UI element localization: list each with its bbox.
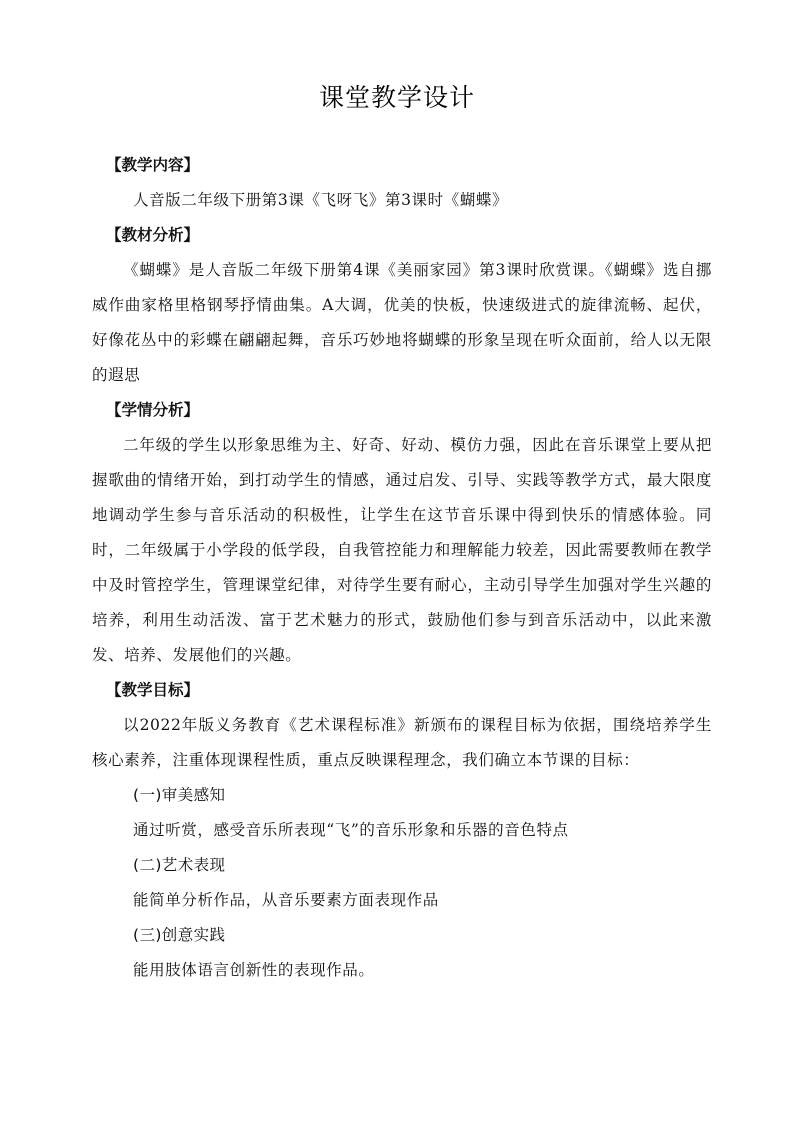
content-text: 人音版二年级下册第3课《飞呀飞》第3课时《蝴蝶》 <box>133 191 509 209</box>
goal-text-2: 能简单分析作品，从音乐要素方面表现作品 <box>133 891 439 909</box>
section-heading-content: 【教学内容】 <box>106 156 200 174</box>
goals-intro-paragraph: 以2022年版义务教育《艺术课程标准》新颁布的课程目标为依据，围绕培养学生核心素养，注重体现课程性质，重点反映课程理念，我们确立本节课的目标： <box>92 716 712 769</box>
goal-label-3: (三)创意实践 <box>133 926 226 944</box>
section-heading-material: 【教材分析】 <box>106 226 200 244</box>
material-paragraph: 《蝴蝶》是人音版二年级下册第4课《美丽家园》第3课时欣赏课。《蝴蝶》选自挪威作曲家格里格钢琴抒情曲集。A大调，优美的快板，快速级进式的旋律流畅、起伏，好像花丛中的彩蝶在翩翩起舞，音乐巧妙地将蝴蝶的形象呈现在听众面前，给人以无限的遐思 <box>92 261 712 384</box>
goal-label-2: (二)艺术表现 <box>133 856 226 874</box>
goal-text-1: 通过听赏，感受音乐所表现“飞”的音乐形象和乐器的音色特点 <box>133 821 569 839</box>
section-heading-goals: 【教学目标】 <box>106 681 200 699</box>
page-title: 课堂教学设计 <box>318 83 475 112</box>
students-paragraph: 二年级的学生以形象思维为主、好奇、好动、模仿力强，因此在音乐课堂上要从把握歌曲的情绪开始，到打动学生的情感，通过启发、引导、实践等教学方式，最大限度地调动学生参与音乐活动的积极性，让学生在这节音乐课中得到快乐的情感体验。同时，二年级属于小学段的低学段，自我管控能力和理解能力较差，因此需要教师在教学中及时管控学生，管理课堂纪律，对待学生要有耐心，主动引导学生加强对学生兴趣的培养，利用生动活泼、富于艺术魅力的形式，鼓励他们参与到音乐活动中，以此来激发、培养、发展他们的兴趣。 <box>92 436 712 664</box>
section-heading-students: 【学情分析】 <box>106 401 200 419</box>
document-body <box>92 148 712 988</box>
goal-label-1: (一)审美感知 <box>133 786 226 804</box>
goal-text-3: 能用肢体语言创新性的表现作品。 <box>133 961 375 979</box>
